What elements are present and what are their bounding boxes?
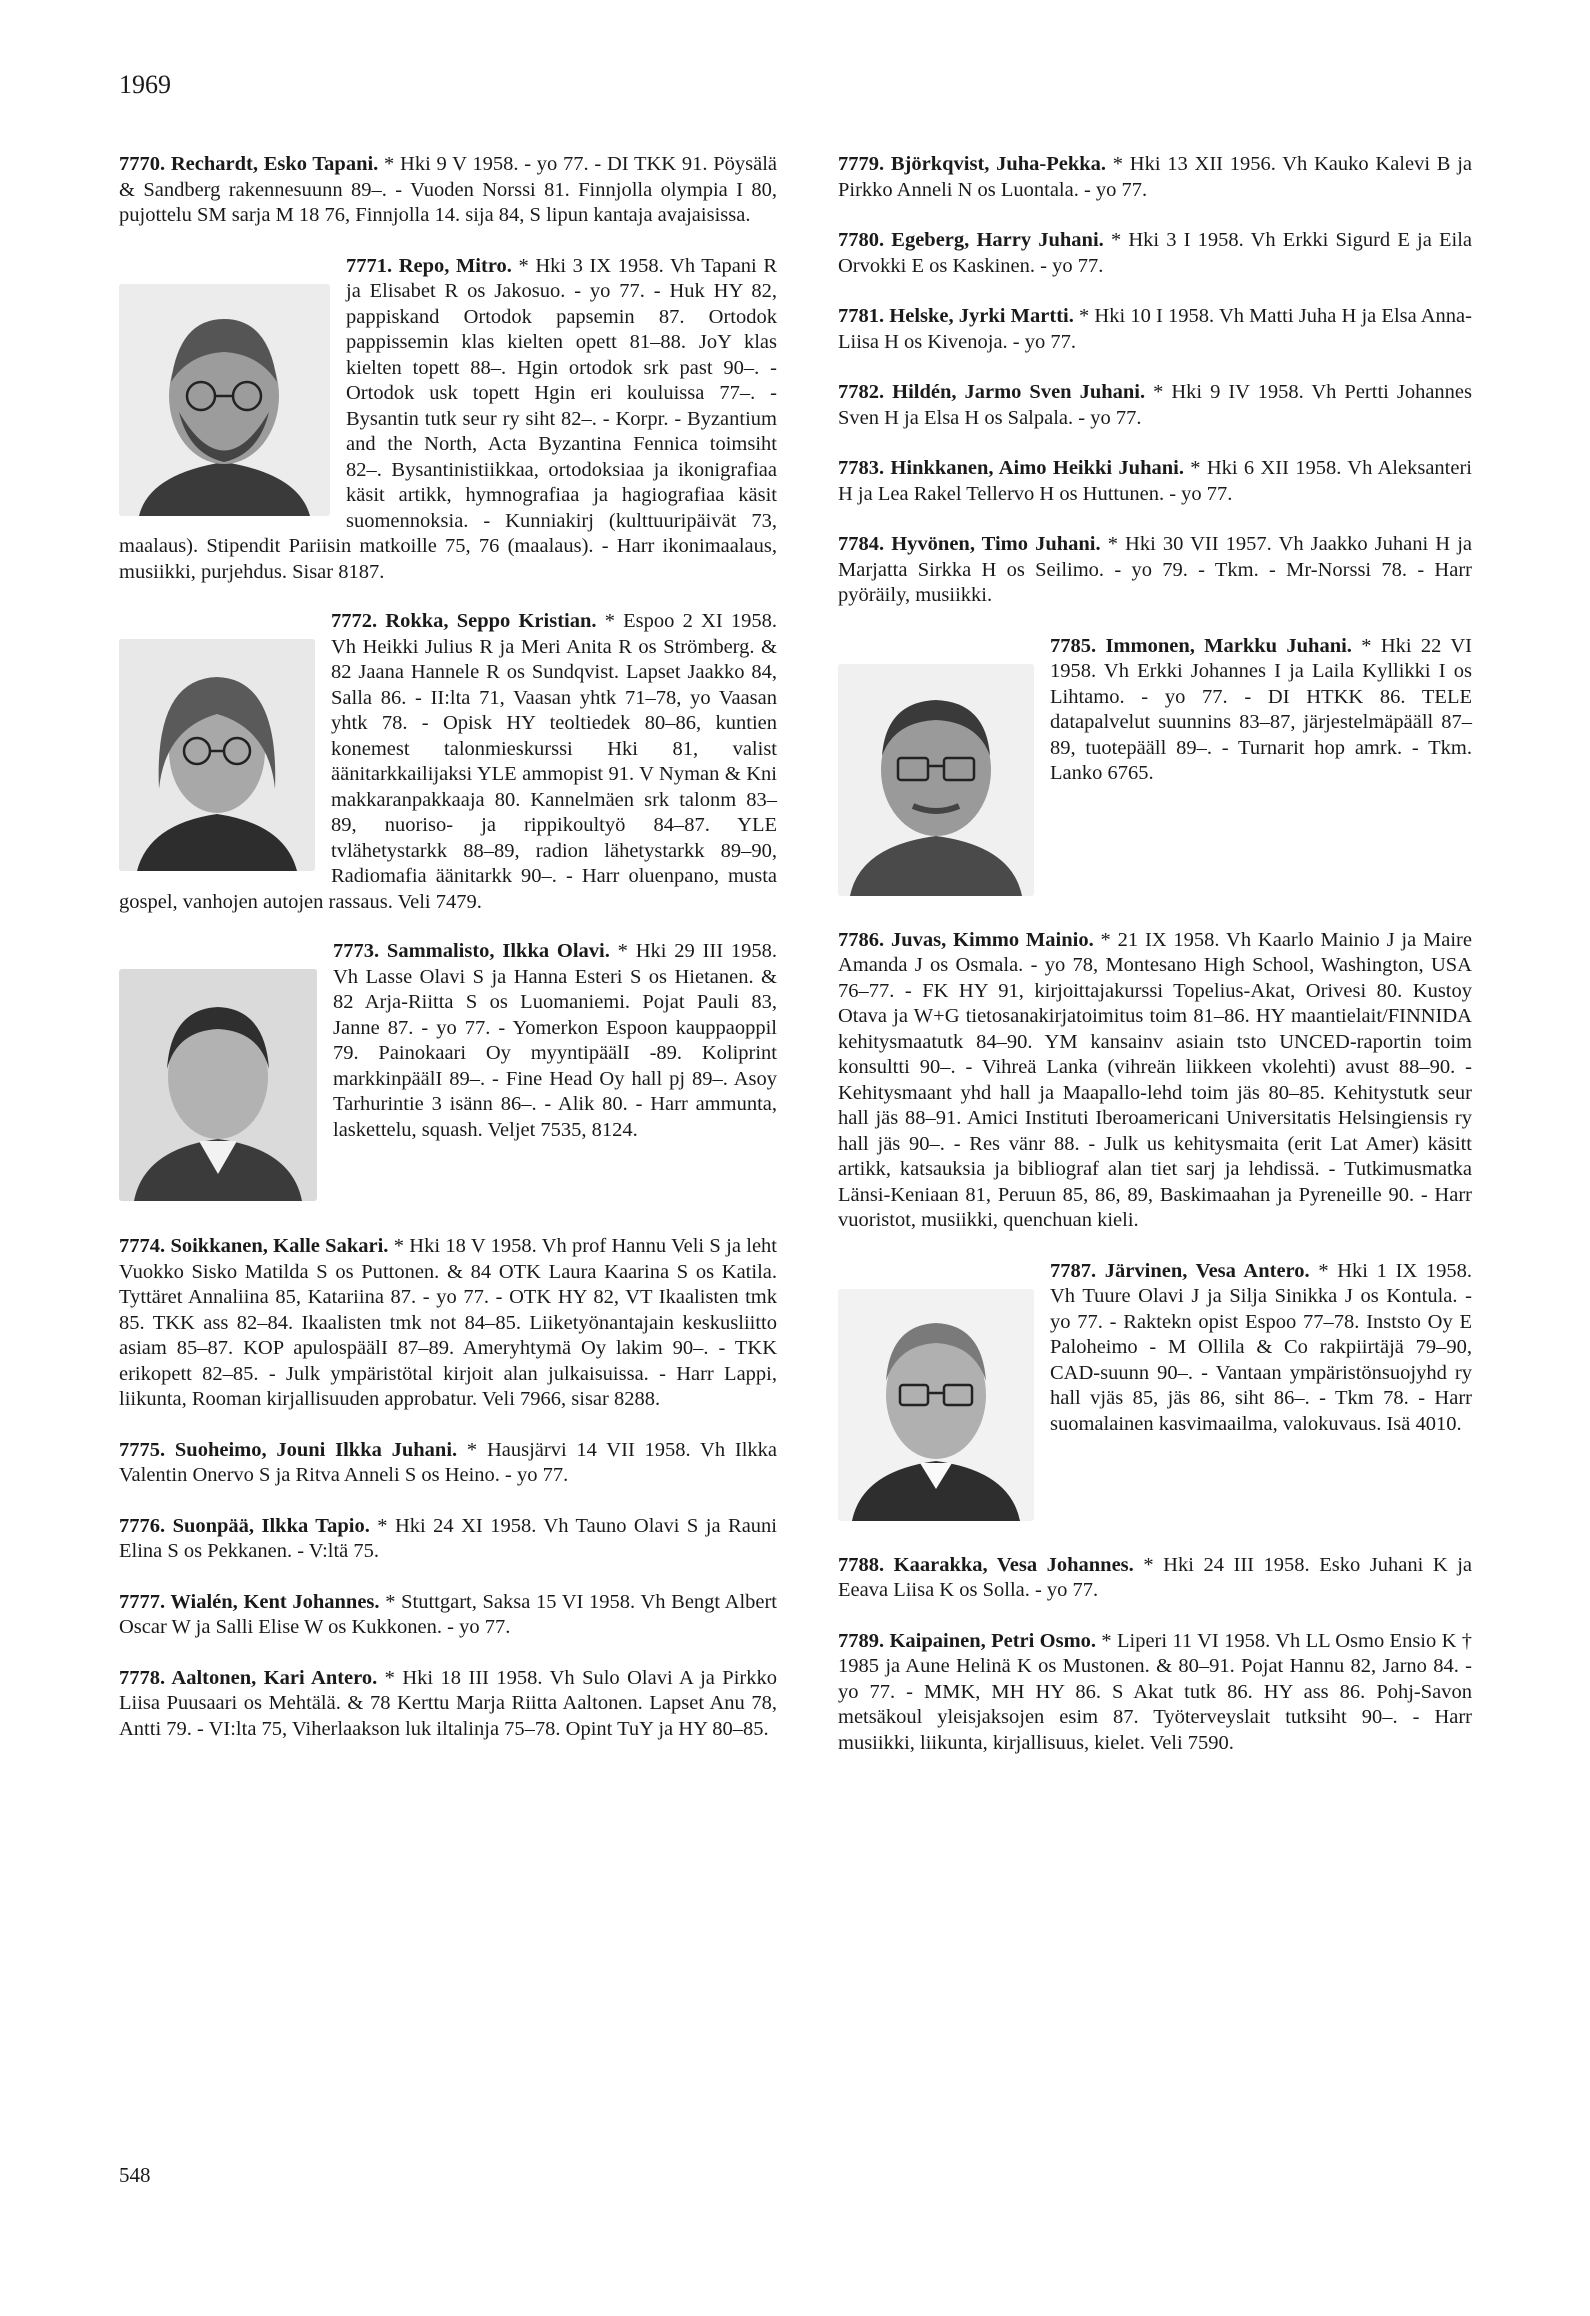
- entry-body: * Hki 3 IX 1958. Vh Tapani R ja Elisabet R os Jakosuo. - yo 77. - Huk HY 82, pappiskand Ortodok papsemin 87. Ortodok pappissemin klas kielten opett 81–88. JoY klas kielten topett 88–. Hgin ortodok srk past 90–. - Ortodok usk topett Hgin eri kouluissa 77–. - Bysantin tutk seur ry siht 82–. - Korpr. - Byzantium and the North, Acta Byzantina Fennica toimsiht 82–. Bysantinistiikkaa, ortodoksiaa ja ikonigrafiaa käsit artikk, hymnografiaa ja hagiografiaa käsit suomennoksia. - Kunniakirj (kulttuuripäivät 73, maalaus). Stipendit Pariisin matkoille 75, 76 (maalaus). - Harr ikonimaalaus, musiikki, purjehdus. Sisar 8187.: [119, 254, 778, 583]
- portrait-photo-icon: [119, 639, 315, 871]
- entry-head: 7771. Repo, Mitro.: [346, 254, 512, 277]
- entry-body: * Hki 30 VII 1957. Vh Jaakko Juhani H ja Marjatta Sirkka H os Seilimo. - yo 79. - Tkm. - Mr-Norssi 78. - Harr pyöräily, musiikki.: [838, 533, 1472, 606]
- entry-body: * Hki 18 III 1958. Vh Sulo Olavi A ja Pirkko Liisa Puusaari os Mehtälä. & 78 Kerttu Marja Riitta Aaltonen. Lapset Anu 78, Antti 79. - VI:lta 75, Viherlaakson luk iltalinja 75–78. Opint TuY ja HY 80–85.: [119, 1666, 777, 1740]
- entry-body: * Hki 13 XII 1956. Vh Kauko Kalevi B ja Pirkko Anneli N os Luontala. - yo 77.: [838, 153, 1472, 201]
- portrait-photo: [119, 969, 317, 1201]
- entry-7779: [838, 152, 1472, 203]
- entry-head: 7770. Rechardt, Esko Tapani.: [119, 153, 379, 175]
- portrait-photo: [119, 284, 330, 516]
- entry-head: 7776. Suonpää, Ilkka Tapio.: [119, 1514, 370, 1537]
- entry-head: 7787. Järvinen, Vesa Antero.: [1050, 1259, 1310, 1282]
- entry-head: 7781. Helske, Jyrki Martti.: [838, 305, 1074, 327]
- entry-7789: [838, 1629, 1472, 1757]
- page-number: 548: [119, 2163, 151, 2187]
- entry-7778: [119, 1666, 777, 1743]
- entry-head: 7775. Suoheimo, Jouni Ilkka Juhani.: [119, 1438, 458, 1461]
- entry-head: 7772. Rokka, Seppo Kristian.: [331, 610, 597, 632]
- entry-head: 7778. Aaltonen, Kari Antero.: [119, 1666, 378, 1689]
- portrait-photo: [838, 664, 1034, 896]
- entry-7771: [119, 254, 777, 586]
- entry-body: * Hki 18 V 1958. Vh prof Hannu Veli S ja leht Vuokko Sisko Matilda S os Puttonen. & 84 OTK Laura Kaarina S os Katila. Tyttäret Annaliina 85, Katariina 87. - yo 77. - OTK HY 82, VT Ikaalisten tmk 85. TKK ass 82–84. Ikaalisten tmk not 84–85. Liiketyönantajain keskusliitto asiam 85–87. KOP apulospäälI 87–89. Ameryhtymä Oy lakim 90–. - TKK erikopett 82–85. - Julk ympäristötal kirjoit alan julkaisuissa. - Harr Lappi, liikunta, Rooman kirjallisuuden approbatur. Veli 7966, sisar 8288.: [119, 1235, 777, 1410]
- entry-body: * Hki 22 VI 1958. Vh Erkki Johannes I ja Laila Kyllikki I os Lihtamo. - yo 77. - DI HTKK 86. TELE datapalvelut suunnins 83–87, järjestelmäpääll 87–89, tuotepääll 89–. - Turnarit hop amrk. - Tkm. Lanko 6765.: [1050, 634, 1472, 784]
- entry-head: 7782. Hildén, Jarmo Sven Juhani.: [838, 381, 1146, 403]
- entry-body: * Liperi 11 VI 1958. Vh LL Osmo Ensio K † 1985 ja Aune Helinä K os Mustonen. & 80–91. Pojat Hannu 82, Jarno 84. - yo 77. - MMK, MH HY 86. S Akat tutk 86. HY ass 86. Pohj-Savon metsäkoul yleisjaksojen esim 87. Työterveyslait tutksiht 90–. - Harr musiikki, liikunta, kirjallisuus, kielet. Veli 7590.: [838, 1629, 1472, 1754]
- entry-7773: [119, 939, 777, 1209]
- entry-7774: [119, 1234, 777, 1413]
- entry-7780: [838, 228, 1472, 279]
- entry-body: * Hki 9 V 1958. - yo 77. - DI TKK 91. Pöysälä & Sandberg rakennesuunn 89–. - Vuoden Norssi 81. Finnjolla olympia I 80, pujottelu SM sarja M 18 76, Finnjolla 14. sija 84, S lipun kantaja avajaisissa.: [119, 153, 777, 226]
- portrait-photo: [119, 639, 315, 871]
- entry-body: * Hki 6 XII 1958. Vh Aleksanteri H ja Lea Rakel Tellervo H os Huttunen. - yo 77.: [838, 457, 1472, 505]
- entry-head: 7780. Egeberg, Harry Juhani.: [838, 229, 1104, 251]
- entry-body: * Hki 29 III 1958. Vh Lasse Olavi S ja Hanna Esteri S os Hietanen. & 82 Arja-Riitta S os Luomaniemi. Pojat Pauli 83, Janne 87. - yo 77. - Yomerkon Espoon kauppaoppil 79. Painokaari Oy myyntipäälI -89. Koliprint markkinpäälI 89–. - Fine Head Oy hall pj 89–. Asoy Tarhurintie 3 isänn 86–. - Alik 80. - Harr ammunta, laskettelu, squash. Veljet 7535, 8124.: [333, 940, 777, 1141]
- entry-head: 7779. Björkqvist, Juha-Pekka.: [838, 153, 1107, 175]
- entry-7770: [119, 152, 777, 229]
- entry-7772: [119, 609, 777, 915]
- entry-body: * Stuttgart, Saksa 15 VI 1958. Vh Bengt Albert Oscar W ja Salli Elise W os Kukkonen. - yo 77.: [119, 1590, 778, 1638]
- entry-head: 7784. Hyvönen, Timo Juhani.: [838, 533, 1101, 555]
- entry-body: * Hki 24 III 1958. Esko Juhani K ja Eeava Liisa K os Solla. - yo 77.: [838, 1553, 1472, 1601]
- entry-body: * Hausjärvi 14 VII 1958. Vh Ilkka Valentin Onervo S ja Ritva Anneli S os Heino. - yo 77.: [119, 1438, 778, 1486]
- portrait-photo: [838, 1289, 1034, 1521]
- entry-head: 7777. Wialén, Kent Johannes.: [119, 1590, 380, 1613]
- portrait-photo-icon: [119, 284, 330, 516]
- entry-head: 7786. Juvas, Kimmo Mainio.: [838, 928, 1094, 951]
- portrait-photo-icon: [838, 1289, 1034, 1521]
- right-column: [838, 152, 1472, 1756]
- entry-7784: [838, 532, 1472, 609]
- entry-7781: [838, 304, 1472, 355]
- page-year: 1969: [119, 70, 171, 99]
- entry-body: * Espoo 2 XI 1958. Vh Heikki Julius R ja Meri Anita R os Strömberg. & 82 Jaana Hannele R os Sundqvist. Lapset Jaakko 84, Salla 86. - II:lta 71, Vaasan yhtk 71–78, yo Vaasan yhtk 78. - Opisk HY teoltiedek 80–86, kuntien konemest talonmieskurssi Hki 81, valist äänitarkkailijaksi YLE ammopist 91. V Nyman & Kni makkaranpakkaaja 80. Kannelmäen srk talonm 83–89, nuoriso- ja rippikoultyö 84–87. YLE tvlähetystarkk 88–89, radion lähetystarkk 89–90, Radiomafia äänitarkk 90–. - Harr oluenpano, musta gospel, vanhojen autojen rassaus. Veli 7479.: [119, 610, 777, 913]
- entry-7777: [119, 1590, 777, 1641]
- entry-head: 7774. Soikkanen, Kalle Sakari.: [119, 1235, 389, 1257]
- entry-head: 7789. Kaipainen, Petri Osmo.: [838, 1629, 1097, 1652]
- entry-head: 7785. Immonen, Markku Juhani.: [1050, 634, 1352, 657]
- entry-head: 7773. Sammalisto, Ilkka Olavi.: [333, 940, 610, 962]
- entry-7775: [119, 1438, 777, 1489]
- entry-7783: [838, 456, 1472, 507]
- entry-head: 7783. Hinkkanen, Aimo Heikki Juhani.: [838, 457, 1184, 479]
- entry-body: * Hki 3 I 1958. Vh Erkki Sigurd E ja Eila Orvokki E os Kaskinen. - yo 77.: [838, 229, 1472, 277]
- entry-body: * Hki 24 XI 1958. Vh Tauno Olavi S ja Rauni Elina S os Pekkanen. - V:ltä 75.: [119, 1514, 777, 1562]
- left-column: [119, 152, 777, 1742]
- entry-body: * Hki 9 IV 1958. Vh Pertti Johannes Sven H ja Elsa H os Salpala. - yo 77.: [838, 381, 1472, 429]
- entry-body: * Hki 10 I 1958. Vh Matti Juha H ja Elsa Anna-Liisa H os Kivenoja. - yo 77.: [838, 305, 1472, 353]
- portrait-photo-icon: [838, 664, 1034, 896]
- entry-head: 7788. Kaarakka, Vesa Johannes.: [838, 1553, 1134, 1576]
- entry-7788: [838, 1553, 1472, 1604]
- entry-7787: [838, 1259, 1472, 1529]
- portrait-photo-icon: [119, 969, 317, 1201]
- entry-7776: [119, 1514, 777, 1565]
- entry-body: * 21 IX 1958. Vh Kaarlo Mainio J ja Maire Amanda J os Osmala. - yo 78, Montesano High School, Washington, USA 76–77. - FK HY 91, kirjoittajakurssi Topelius-Akat, Orivesi 80. Kustoy Otava ja W+G tietosanakirjatoimitus toim 81–86. HY maantielait/FINNIDA kehitysmaatutk 84–90. YM kansainv asiain tsto UNCED-raportin toim konsultti 90–. - Vihreä Lanka (vihreän liikkeen vkolehti) avust 88–90. - Kehitysmaant yhd hall ja Maapallo-lehd toim jäs 80–85. Kehitystutk seur hall jäs 88–91. Amici Instituti Iberoamericani Universitatis Helsingiensis ry hall jäs 90–. - Res vänr 88. - Julk us kehitysmaita (erit Lat Amer) käsitt artikk, katsauksia ja bibliograf alan tiet sarj ja lehdissä. - Tutkimusmatka Länsi-Keniaan 81, Peruun 85, 86, 89, Baskimaahan ja Pyreneille 90. - Harr vuoristot, musiikki, quenchuan kieli.: [838, 928, 1472, 1231]
- entry-7782: [838, 380, 1472, 431]
- entry-7785: [838, 634, 1472, 904]
- entry-body: * Hki 1 IX 1958. Vh Tuure Olavi J ja Silja Sinikka J os Kontula. - yo 77. - Raktekn opist Espoo 77–78. Inststo Oy E Paloheimo - M Ollila & Co rakpiirtäjä 79–90, CAD-suunn 90–. - Vantaan ympäristönsuojyhd ry hall vjäs 85, jäs 86, siht 86–. - Tkm 78. - Harr suomalainen kasvimaailma, valokuvaus. Isä 4010.: [1050, 1259, 1472, 1435]
- entry-7786: [838, 928, 1472, 1234]
